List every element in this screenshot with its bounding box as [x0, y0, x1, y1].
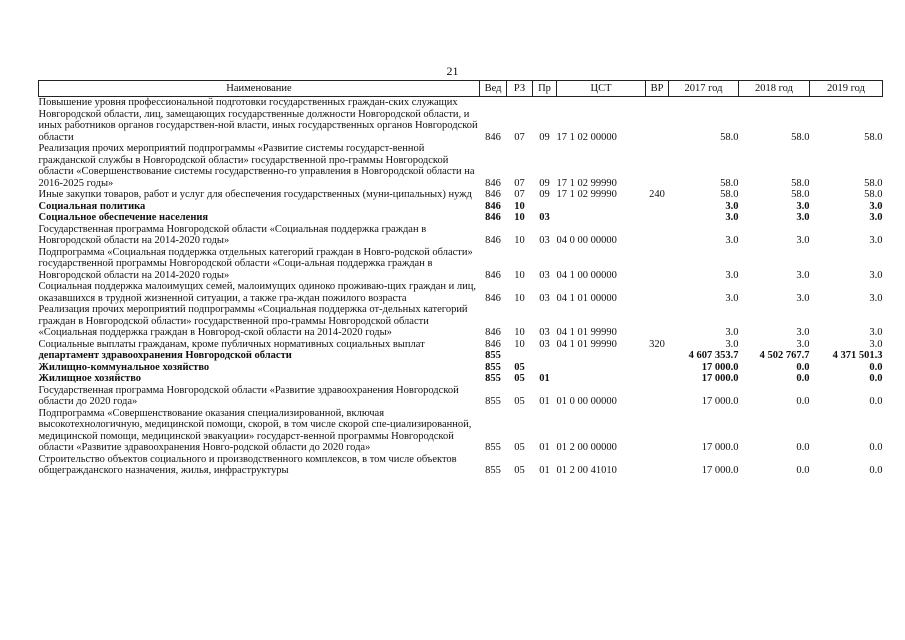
cell-pr: 01	[539, 442, 550, 453]
cell-ved: 855	[485, 350, 501, 361]
cell-2019: 3.0	[869, 269, 883, 281]
cell-2017: 58.0	[720, 177, 739, 189]
cell-2017: 3.0	[725, 212, 739, 223]
cell-2018: 3.0	[796, 269, 810, 281]
cell-name: Социальное обеспечение населения	[38, 212, 209, 223]
cell-ved: 846	[485, 327, 501, 338]
table-body	[39, 97, 883, 477]
cell-name: Социальная поддержка малоимущих семей, малоимущих одиноко проживаю-щих граждан и лиц, оказавшихся в трудной жизненной ситуации, а также гра-ждан пожилого возраста	[38, 281, 477, 304]
page-number: 21	[446, 64, 459, 78]
cell-2017: 3.0	[725, 327, 739, 338]
cell-2018: 3.0	[796, 292, 810, 304]
cell-vr	[646, 350, 669, 362]
cell-2019: 3.0	[869, 338, 883, 350]
cell-2018: 58.0	[791, 177, 810, 189]
table-row	[39, 281, 883, 304]
header-vr: ВР	[646, 81, 669, 97]
cell-pr: 03	[539, 212, 550, 223]
cell-name: Жилищно-коммунальное хозяйство	[38, 361, 210, 373]
cell-cst: 01 2 00 41010	[556, 465, 617, 476]
cell-2017: 3.0	[725, 235, 739, 246]
cell-ved: 855	[485, 465, 501, 476]
cell-vr	[646, 97, 669, 144]
header-2017: 2017 год	[669, 81, 739, 97]
cell-name: Повышение уровня профессиональной подготовки государственных граждан-ских служащих Новгородской области, лиц, замещающих государственные должности Новгородской области, и иных работников органов государствен-ной власти, иных государственных органов Новгородской области	[38, 97, 478, 143]
cell-rz: 10	[514, 338, 525, 350]
cell-2018: 58.0	[791, 189, 810, 200]
cell-vr	[646, 454, 669, 477]
cell-pr	[533, 201, 557, 213]
cell-vr	[646, 224, 669, 247]
cell-ved: 846	[485, 200, 501, 212]
header-name: Наименование	[39, 81, 480, 97]
cell-ved: 855	[485, 361, 501, 373]
cell-name: Строительство объектов социального и производственного комплексов, в том числе объектов общегражданского назначения, жилья, инфраструктуры	[38, 453, 457, 476]
cell-2018: 3.0	[796, 212, 810, 223]
cell-cst: 17 1 02 99990	[556, 177, 617, 189]
table-row	[39, 247, 883, 282]
cell-rz: 05	[514, 396, 525, 407]
cell-pr: 01	[539, 373, 550, 384]
header-2018: 2018 год	[739, 81, 810, 97]
cell-2019: 3.0	[869, 212, 883, 223]
table-row	[39, 212, 883, 224]
cell-2017: 3.0	[725, 269, 739, 281]
cell-name: Подпрограмма «Социальная поддержка отдельных категорий граждан в Новго-родской области» государственной программы Новгородской области «Соци-альная поддержка граждан в Новгородской области на 2014-2020 годы»	[38, 246, 473, 281]
cell-rz: 10	[514, 200, 525, 212]
cell-name: Подпрограмма «Совершенствование оказания специализированной, включая высокотехнологичную, медицинской помощи, скорой, в том числе скорой спе-циализированной, медицинской помощи, медицинской эвакуации» государст-венной программы Новгородской области «Развитие здравоохранения Новго-родской области до 2020 года»	[38, 407, 472, 453]
table-header	[39, 81, 883, 97]
cell-rz: 10	[514, 235, 525, 246]
cell-rz: 10	[514, 327, 525, 338]
cell-2019: 0.0	[869, 373, 883, 384]
cell-cst: 04 0 00 00000	[556, 235, 617, 246]
cell-vr: 240	[649, 189, 665, 200]
cell-name: департамент здравоохранения Новгородской области	[38, 350, 292, 361]
cell-cst	[557, 350, 646, 362]
cell-2017: 58.0	[720, 189, 739, 200]
cell-vr	[646, 201, 669, 213]
cell-2017: 3.0	[725, 338, 739, 350]
cell-name: Государственная программа Новгородской области «Развитие здравоохранения Новгородской области до 2020 года»	[38, 384, 459, 407]
cell-2019: 3.0	[869, 327, 883, 338]
cell-cst: 04 1 01 99990	[556, 327, 617, 338]
cell-pr: 01	[539, 465, 550, 476]
cell-2019: 58.0	[864, 189, 883, 200]
cell-cst	[557, 373, 646, 385]
cell-rz: 05	[514, 442, 525, 453]
cell-ved: 846	[485, 212, 501, 223]
header-pr: Пр	[533, 81, 557, 97]
cell-2019: 4 371 501.3	[832, 350, 883, 361]
table-row	[39, 304, 883, 339]
cell-pr: 09	[539, 189, 550, 200]
cell-2018: 58.0	[791, 131, 810, 143]
cell-ved: 846	[485, 292, 501, 304]
cell-2019: 58.0	[864, 131, 883, 143]
header-row	[39, 81, 883, 97]
cell-vr	[646, 385, 669, 408]
cell-2019: 0.0	[869, 361, 883, 373]
header-cst: ЦСТ	[557, 81, 646, 97]
table-row	[39, 373, 883, 385]
cell-rz: 05	[514, 465, 525, 476]
cell-2019: 3.0	[869, 292, 883, 304]
cell-pr: 03	[539, 338, 550, 350]
table-row	[39, 189, 883, 201]
cell-pr: 03	[539, 327, 550, 338]
cell-ved: 846	[485, 189, 501, 200]
cell-2019: 0.0	[869, 442, 883, 453]
cell-name: Социальная политика	[38, 200, 146, 212]
cell-vr	[646, 247, 669, 282]
cell-vr	[646, 143, 669, 189]
cell-2019: 3.0	[869, 200, 883, 212]
cell-cst: 17 1 02 99990	[556, 189, 617, 200]
cell-rz: 07	[514, 177, 525, 189]
cell-rz	[507, 350, 533, 362]
table-row	[39, 339, 883, 351]
cell-2017: 17 000.0	[701, 465, 739, 476]
cell-name: Жилищное хозяйство	[38, 373, 142, 384]
cell-name: Иные закупки товаров, работ и услуг для обеспечения государственных (муни-ципальных) нужд	[38, 189, 472, 200]
cell-2017: 17 000.0	[701, 442, 739, 453]
cell-vr	[646, 373, 669, 385]
cell-2019: 0.0	[869, 396, 883, 407]
cell-rz: 05	[514, 373, 525, 384]
cell-cst: 01 0 00 00000	[556, 396, 617, 407]
cell-pr: 03	[539, 292, 550, 304]
cell-ved: 846	[485, 235, 501, 246]
cell-rz: 07	[514, 189, 525, 200]
cell-ved: 855	[485, 442, 501, 453]
cell-ved: 855	[485, 396, 501, 407]
cell-vr: 320	[649, 338, 665, 350]
cell-ved: 846	[485, 131, 501, 143]
cell-cst	[557, 212, 646, 224]
cell-vr	[646, 281, 669, 304]
table-row	[39, 97, 883, 144]
cell-2018: 0.0	[796, 442, 810, 453]
cell-2017: 3.0	[725, 200, 739, 212]
cell-2018: 3.0	[796, 235, 810, 246]
cell-2017: 17 000.0	[701, 361, 739, 373]
cell-rz: 10	[514, 212, 525, 223]
cell-vr	[646, 212, 669, 224]
header-rz: РЗ	[507, 81, 533, 97]
cell-vr	[646, 408, 669, 454]
cell-cst: 17 1 02 00000	[556, 131, 617, 143]
cell-name: Социальные выплаты гражданам, кроме публичных нормативных социальных выплат	[38, 338, 425, 350]
cell-2018: 3.0	[796, 200, 810, 212]
cell-2019: 0.0	[869, 465, 883, 476]
cell-vr	[646, 304, 669, 339]
cell-2018: 3.0	[796, 338, 810, 350]
table-row	[39, 224, 883, 247]
cell-2018: 0.0	[796, 396, 810, 407]
cell-cst	[557, 201, 646, 213]
header-ved: Вед	[480, 81, 507, 97]
cell-pr	[533, 362, 557, 374]
cell-pr: 09	[539, 131, 550, 143]
cell-name: Государственная программа Новгородской области «Социальная поддержка граждан в Новгородской области на 2014-2020 годы»	[38, 223, 427, 246]
cell-ved: 846	[485, 338, 501, 350]
cell-2018: 4 502 767.7	[759, 350, 810, 361]
cell-rz: 07	[514, 131, 525, 143]
table-row	[39, 454, 883, 477]
cell-name: Реализация прочих мероприятий подпрограммы «Социальная поддержка от-дельных категорий граждан в Новгородской области» государственной про-граммы Новгородской области «Социальная поддержка граждан в Новгород-ской области на 2014-2020 годы»	[38, 304, 468, 338]
cell-ved: 846	[485, 269, 501, 281]
cell-rz: 05	[514, 361, 525, 373]
cell-name: Реализация прочих мероприятий подпрограммы «Развитие системы государст-венной гражданской службы в Новгородской области» государственной про-граммы Новгородской области «Совершенствование системы государственно-го управления в Новгородской области на 2016-2025 годы»	[38, 143, 475, 189]
cell-2018: 0.0	[796, 361, 810, 373]
table-row	[39, 385, 883, 408]
cell-2017: 58.0	[720, 131, 739, 143]
cell-2019: 3.0	[869, 235, 883, 246]
cell-pr: 03	[539, 235, 550, 246]
cell-2017: 4 607 353.7	[688, 350, 739, 361]
cell-ved: 846	[485, 177, 501, 189]
cell-cst: 04 1 01 00000	[556, 292, 617, 304]
cell-2019: 58.0	[864, 177, 883, 189]
cell-2018: 0.0	[796, 373, 810, 384]
cell-cst: 04 1 00 00000	[556, 269, 617, 281]
cell-pr: 01	[539, 396, 550, 407]
cell-cst	[557, 362, 646, 374]
cell-rz: 10	[514, 269, 525, 281]
budget-table	[38, 80, 883, 477]
cell-pr: 09	[539, 177, 550, 189]
cell-ved: 855	[485, 373, 501, 384]
table-row	[39, 201, 883, 213]
header-2019: 2019 год	[810, 81, 883, 97]
cell-2017: 3.0	[725, 292, 739, 304]
cell-cst: 04 1 01 99990	[556, 338, 617, 350]
cell-pr: 03	[539, 269, 550, 281]
cell-2018: 3.0	[796, 327, 810, 338]
cell-cst: 01 2 00 00000	[556, 442, 617, 453]
cell-vr	[646, 362, 669, 374]
table-row	[39, 408, 883, 454]
table-row	[39, 350, 883, 362]
table-row	[39, 362, 883, 374]
cell-2017: 17 000.0	[701, 373, 739, 384]
cell-2018: 0.0	[796, 465, 810, 476]
cell-pr	[533, 350, 557, 362]
cell-2017: 17 000.0	[701, 396, 739, 407]
cell-rz: 10	[514, 292, 525, 304]
table-row	[39, 143, 883, 189]
